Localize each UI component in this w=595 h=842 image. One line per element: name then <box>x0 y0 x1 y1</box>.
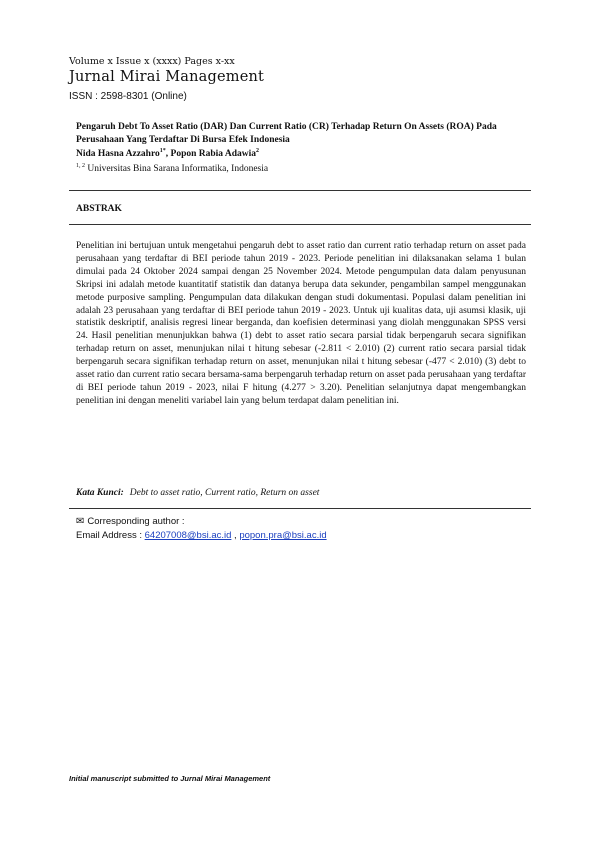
email-separator: , <box>231 530 240 541</box>
affiliation-mark: 1, 2 <box>76 163 85 169</box>
article-title: Pengaruh Debt To Asset Ratio (DAR) Dan Current Ratio (CR) Terhadap Return On Assets (ROA) Pada Perusahaan Yang Terdaftar Di Bursa Efek Indonesia <box>76 122 497 145</box>
divider-correspondence <box>69 508 531 509</box>
envelope-icon: ✉ <box>76 516 85 527</box>
divider-abstract <box>69 224 531 225</box>
keywords-text: Debt to asset ratio, Current ratio, Return on asset <box>129 488 320 498</box>
email-link[interactable]: 64207008@bsi.ac.id <box>144 530 232 541</box>
author-affiliation-mark: 1* <box>159 148 166 154</box>
keywords-line <box>76 488 319 498</box>
author-name: Popon Rabia Adawia <box>170 149 257 160</box>
affiliation-name: Universitas Bina Sarana Informatika, Indonesia <box>87 164 269 175</box>
corresponding-author-line <box>76 516 185 527</box>
volume-issue-line: Volume x Issue x (xxxx) Pages x-xx <box>69 56 235 67</box>
abstract-heading: ABSTRAK <box>76 204 122 214</box>
footer-note: Initial manuscript submitted to Jurnal Mirai Management <box>69 774 271 783</box>
divider-top <box>69 190 531 191</box>
author-affiliation-mark: 2 <box>256 148 260 154</box>
journal-name: Jurnal Mirai Management <box>69 69 265 85</box>
email-link[interactable]: popon.pra@bsi.ac.id <box>239 530 327 541</box>
issn-line: ISSN : 2598-8301 (Online) <box>69 91 187 102</box>
keywords-label: Kata Kunci: <box>76 488 124 498</box>
author-separator: , <box>165 149 171 160</box>
author-name: Nida Hasna Azzahro <box>76 149 160 160</box>
affiliation-line <box>76 163 268 174</box>
abstract-body: Penelitian ini bertujuan untuk mengetahui pengaruh debt to asset ratio dan current ratio terhadap return on asset pada perusahaan yang terdaftar di BEI periode tahun 2019 - 2023. Periode penelitian ini dilaksanakan selama 1 bulan dimulai pada 24 Oktober 2024 sampai dengan 25 November 2024. Metode pengumpulan data dalam penyusunan Skripsi ini adalah metode kuantitatif statistik dan datanya berupa data sekunder, pengambilan sampel menggunakan metode purposive sampling. Pengumpulan data dilakukan dengan studi dokumentasi. Populasi dalam penelitian ini adalah 23 perusahaan yang terdaftar di BEI periode tahun 2019 - 2023. Untuk uji kualitas data, uji asumsi klasik, uji statistik deskriptif, analisis regresi linear berganda, dan koefisien determinasi yang diolah menggunakan SPSS versi 24. Hasil penelitian menunjukkan bahwa (1) debt to asset ratio secara parsial tidak berpengaruh secara signifikan terhadap return on asset, menunjukan nilai t hitung sebesar (-2.811 < 2.010) (2) current ratio secara parsial tidak berpengaruh secara signifikan terhadap return on asset, menunjukan nilai t hitung sebesar (-477 < 2.010) (3) debt to asset ratio dan current ratio secara bersama-sama berpengaruh terhadap return on asset pada perusahaan yang terdaftar di BEI periode tahun 2019 - 2023, nilai F hitung (4.277 > 3.20). Penelitian selanjutnya dapat mengembangkan penelitian ini dengan meneliti variabel lain yang belum terdapat dalam penelitian ini. <box>76 241 526 406</box>
author-line <box>76 148 259 159</box>
corresponding-author-label: Corresponding author : <box>87 516 185 527</box>
email-line <box>76 530 327 541</box>
email-label: Email Address : <box>76 530 145 541</box>
